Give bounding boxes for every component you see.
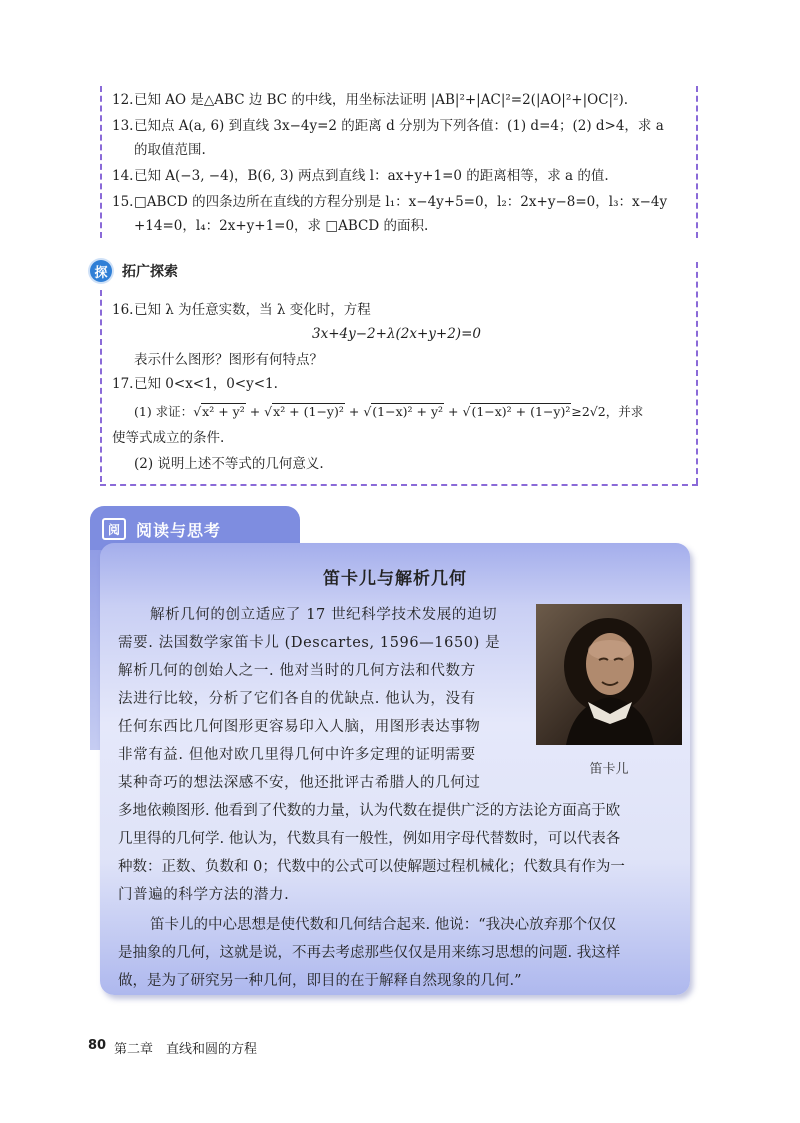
reading-line: 非常有益. 但他对欧几里得几何中许多定理的证明需要 [118, 747, 476, 763]
exercise-14: 14.已知 A(−3, −4)，B(6, 3) 两点到直线 l：ax+y+1=0 的距离相等，求 a 的值. [112, 168, 609, 184]
reading-line: 笛卡儿的中心思想是使代数和几何结合起来. 他说：“我决心放弃那个仅仅 [150, 917, 617, 933]
reading-line: 门普遍的科学方法的潜力. [118, 887, 290, 903]
chapter-title: 第二章 直线和圆的方程 [114, 1042, 258, 1057]
radical-3: (1−x)² + y² [372, 404, 444, 419]
descartes-portrait [536, 604, 682, 745]
exercise-15: 15.□ABCD 的四条边所在直线的方程分别是 l₁：x−4y+5=0，l₂：2x+y−8=0，l₃：x−4y [112, 194, 668, 210]
reading-line: 解析几何的创始人之一. 他对当时的几何方法和代数方 [118, 663, 476, 679]
extension-frame-bottom [100, 484, 698, 486]
exercise-17-part2: (2) 说明上述不等式的几何意义. [134, 456, 324, 472]
reading-line: 需要. 法国数学家笛卡儿 (Descartes, 1596—1650) 是 [118, 635, 501, 651]
exercise-16-question: 表示什么图形？图形有何特点？ [134, 352, 323, 368]
reading-line: 种数：正数、负数和 0；代数中的公式可以使解题过程机械化；代数具有作为一 [118, 859, 625, 875]
exercise-12: 12.已知 AO 是△ABC 边 BC 的中线，用坐标法证明 |AB|²+|AC|²=2(|AO|²+|OC|²). [112, 92, 629, 108]
book-icon: 阅 [102, 518, 126, 540]
reading-tab-content [102, 512, 282, 546]
extension-frame-left [100, 290, 102, 482]
exercise-frame-right [696, 86, 698, 238]
reading-line: 任何东西比几何图形更容易印入人脑，用图形表达事物 [118, 719, 481, 735]
reading-line: 做，是为了研究另一种几何，即目的在于解释自然现象的几何.” [118, 973, 522, 989]
radical-2: x² + (1−y)² [273, 404, 344, 419]
exercise-13: 13.已知点 A(a, 6) 到直线 3x−4y=2 的距离 d 分别为下列各值：(1) d=4；(2) d>4，求 a [112, 118, 664, 134]
reading-line: 几里得的几何学. 他认为，代数具有一般性，例如用字母代替数时，可以代表各 [118, 831, 621, 847]
exercise-13-cont: 的取值范围. [134, 142, 206, 158]
exercise-17: 17.已知 0<x<1，0<y<1. [112, 376, 278, 392]
explore-icon: 探 [90, 260, 112, 282]
portrait-caption: 笛卡儿 [589, 762, 629, 777]
exercise-16-equation: 3x+4y−2+λ(2x+y+2)=0 [312, 326, 481, 342]
exercise-frame-left [100, 86, 102, 238]
page-number: 80 [88, 1038, 107, 1053]
radical-4: (1−x)² + (1−y)² [471, 404, 571, 419]
exercise-15-cont: +14=0，l₄：2x+y+1=0，求 □ABCD 的面积. [134, 218, 429, 234]
reading-line: 是抽象的几何，这就是说，不再去考虑那些仅仅是用来练习思想的问题. 我这样 [118, 945, 621, 961]
extension-title: 拓广探索 [122, 264, 178, 280]
reading-line: 多地依赖图形. 他看到了代数的力量，认为代数在提供广泛的方法论方面高于欧 [118, 803, 621, 819]
exercise-16: 16.已知 λ 为任意实数，当 λ 变化时，方程 [112, 302, 371, 318]
exercise-17-part1: (1) 求证：√x² + y² + √x² + (1−y)² + √(1−x)² + y² + √(1−x)² + (1−y)²≥2√2，并求 [134, 404, 644, 419]
reading-line: 某种奇巧的想法深感不安，他还批评古希腊人的几何过 [118, 775, 481, 791]
reading-tab-title: 阅读与思考 [136, 520, 222, 540]
exercise-17-part1-cont: 使等式成立的条件. [112, 430, 225, 446]
reading-title: 笛卡儿与解析几何 [323, 569, 467, 589]
extension-heading [90, 260, 178, 282]
reading-line: 法进行比较，分析了它们各自的优缺点. 他认为，没有 [118, 691, 476, 707]
extension-frame-right [696, 262, 698, 484]
reading-line: 解析几何的创立适应了 17 世纪科学技术发展的迫切 [150, 607, 498, 623]
radical-1: x² + y² [202, 404, 245, 419]
